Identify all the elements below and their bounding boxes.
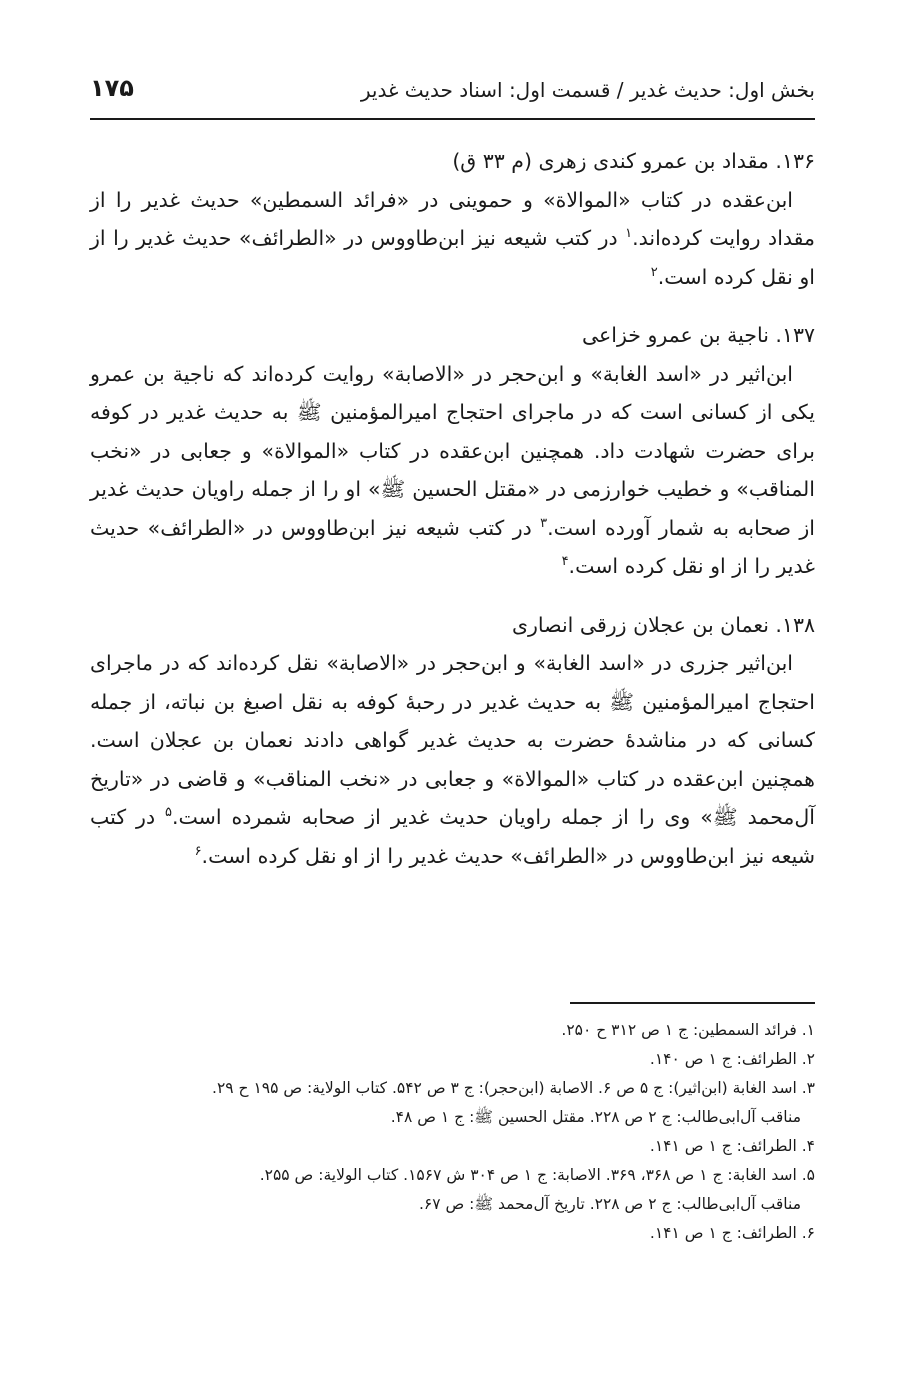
footnote-text: ۵. اسد الغابة: ج ۱ ص ۳۶۸، ۳۶۹. الاصابة: ج ۱ ص ۳۰۴ ش ۱۵۶۷. کتاب الولایة: ص ۲۵۵. [259, 1166, 815, 1184]
footnote-text: ۳. اسد الغابة (ابن‌اثیر): ج ۵ ص ۶. الاصابة (ابن‌حجر): ج ۳ ص ۵۴۲. کتاب الولایة: ص ۱۹۵ ح ۲۹. [212, 1079, 815, 1097]
footnote-ref[interactable]: ۶ [194, 843, 202, 859]
paragraph-text: ابن‌اثیر در «اسد الغابة» و ابن‌حجر در «الاصابة» روایت کرده‌اند که ناجیة بن عمرو یکی از کسانی است که در ماجرای احتجاج امیرالمؤمنین ﷺ به حدیث غدیر در کوفه برای حضرت شهادت داد. همچنین ابن‌عقده در کتاب «الموالاة» و جعابی در «نخب المناقب» و خطیب خوارزمی در «مقتل الحسین ﷺ» او را از جمله راویان حدیث غدیر از صحابه به شمار آورده است. [90, 361, 816, 540]
paragraph-text: در کتب شیعه نیز ابن‌طاووس در «الطرائف» حدیث غدیر را از او نقل کرده است. [90, 805, 815, 868]
entry-137 [90, 316, 815, 586]
footnote-continuation: مناقب آل‌ابی‌طالب: ج ۲ ص ۲۲۸. تاریخ آل‌محمد ﷺ: ص ۶۷. [418, 1195, 801, 1213]
header-rule [90, 118, 815, 120]
entry-paragraph [90, 355, 815, 586]
footnote-rule [570, 1002, 815, 1004]
entry-136 [90, 142, 815, 296]
footnote-ref[interactable]: ۵ [165, 805, 173, 821]
footnote-ref[interactable]: ۳ [540, 515, 548, 531]
paragraph-text: در کتب شیعه نیز ابن‌طاووس در «الطرائف» حدیث غدیر را از او نقل کرده است. [90, 226, 815, 289]
footnote-text: ۲. الطرائف: ج ۱ ص ۱۴۰. [649, 1050, 815, 1068]
footnote-text: ۴. الطرائف: ج ۱ ص ۱۴۱. [649, 1137, 815, 1155]
entry-paragraph [90, 181, 815, 297]
paragraph-text: در کتب شیعه نیز ابن‌طاووس در «الطرائف» حدیث غدیر را از او نقل کرده است. [90, 515, 815, 578]
footnote-2 [90, 1045, 815, 1074]
footnote-3 [90, 1074, 815, 1132]
footnote-5 [90, 1161, 815, 1219]
entry-heading: ۱۳۷. ناجیة بن عمرو خزاعی [581, 323, 815, 347]
footnote-text: ۱. فرائد السمطین: ج ۱ ص ۳۱۲ ح ۲۵۰. [561, 1021, 815, 1039]
footnote-6 [90, 1219, 815, 1248]
footnote-ref[interactable]: ۱ [625, 226, 633, 242]
entry-heading: ۱۳۸. نعمان بن عجلان زرقی انصاری [511, 612, 815, 637]
footnote-ref[interactable]: ۲ [650, 264, 658, 280]
footnotes [90, 1016, 815, 1248]
footnote-text: ۶. الطرائف: ج ۱ ص ۱۴۱. [649, 1224, 815, 1242]
main-text [90, 142, 815, 895]
paragraph-text: ابن‌اثیر جزری در «اسد الغابة» و ابن‌حجر در «الاصابة» نقل کرده‌اند که در ماجرای احتجاج امیرالمؤمنین ﷺ به حدیث غدیر در رحبهٔ کوفه به نقل اصبغ بن نباته، از جمله کسانی که در مناشدهٔ حضرت به حدیث غدیر گواهی دادند نعمان بن عجلان است. همچنین ابن‌عقده در کتاب «الموالاة» و جعابی در «نخب المناقب» و قاضی در «تاریخ آل‌محمد ﷺ» وی را از جمله راویان حدیث غدیر از صحابه شمرده است. [90, 651, 815, 829]
running-title: بخش اول: حدیث غدیر / قسمت اول: اسناد حدیث غدیر [360, 78, 815, 102]
footnote-continuation: مناقب آل‌ابی‌طالب: ج ۲ ص ۲۲۸. مقتل الحسین ﷺ: ج ۱ ص ۴۸. [390, 1108, 801, 1126]
footnote-ref[interactable]: ۴ [561, 554, 569, 570]
entry-paragraph [90, 644, 815, 875]
entry-138 [90, 606, 815, 876]
paragraph-text: ابن‌عقده در کتاب «الموالاة» و حموینی در «فرائد السمطین» حدیث غدیر را از مقداد روایت کرده‌اند. [90, 187, 815, 250]
page-number: ۱۷۵ [90, 74, 134, 102]
footnote-4 [90, 1132, 815, 1161]
running-header [90, 72, 815, 112]
footnote-1 [90, 1016, 815, 1045]
entry-heading: ۱۳۶. مقداد بن عمرو کندی زهری (م ۳۳ ق) [452, 149, 815, 173]
